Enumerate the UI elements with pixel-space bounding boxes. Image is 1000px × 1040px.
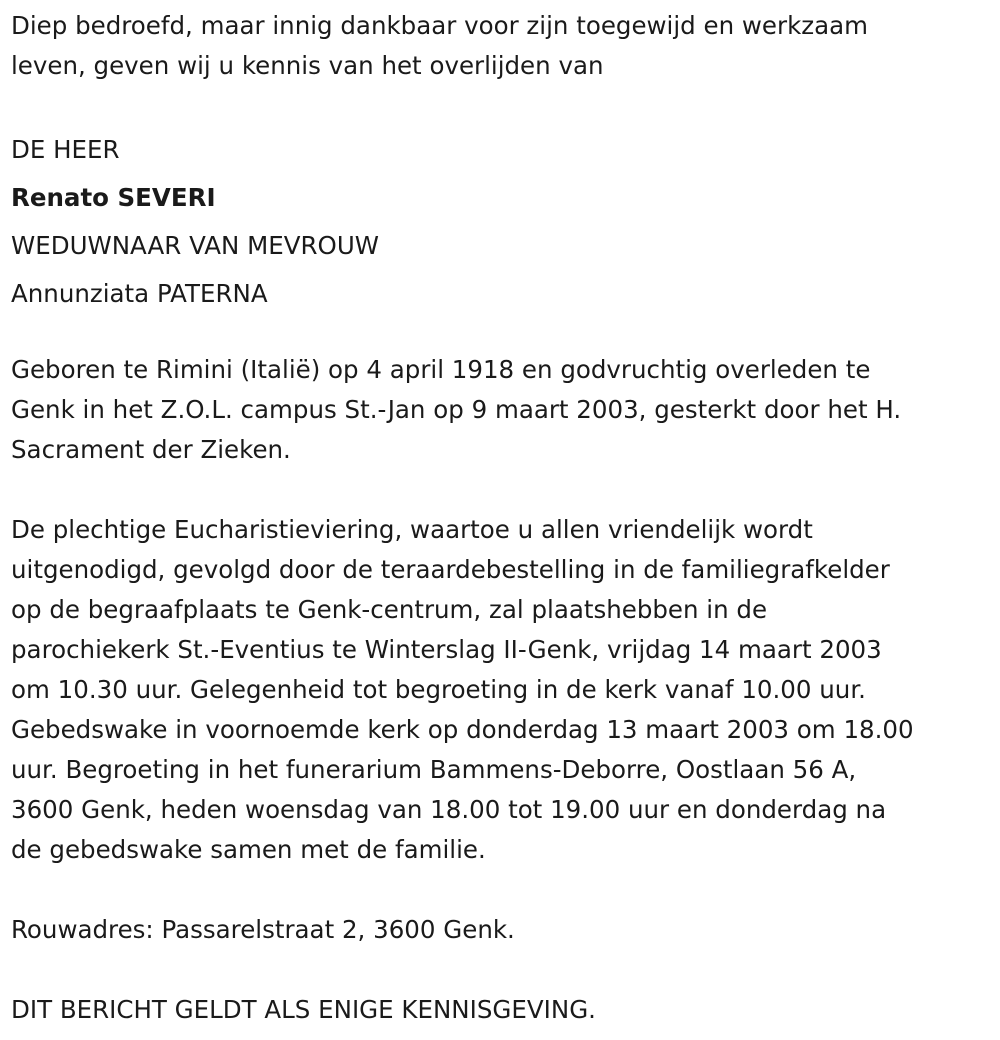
spacer — [11, 318, 991, 350]
ceremony-line: 3600 Genk, heden woensdag van 18.00 tot 19.00 uur en donderdag na — [11, 795, 887, 824]
mourning-address: Rouwadres: Passarelstraat 2, 3600 Genk. — [11, 915, 515, 944]
ceremony-paragraph — [11, 510, 991, 870]
ceremony-line: de gebedswake samen met de familie. — [11, 835, 486, 864]
obituary-document — [11, 6, 991, 1030]
closing-paragraph — [11, 990, 991, 1030]
deceased-title: DE HEER — [11, 135, 120, 164]
closing-notice: DIT BERICHT GELDT ALS ENIGE KENNISGEVING. — [11, 995, 596, 1024]
intro-line: Diep bedroefd, maar innig dankbaar voor zijn toegewijd en werkzaam — [11, 11, 869, 40]
ceremony-line: op de begraafplaats te Genk-centrum, zal plaatshebben in de — [11, 595, 768, 624]
ceremony-line: om 10.30 uur. Gelegenheid tot begroeting in de kerk vanaf 10.00 uur. — [11, 675, 866, 704]
spacer — [11, 470, 991, 510]
ceremony-line: Gebedswake in voornoemde kerk op donderdag 13 maart 2003 om 18.00 — [11, 715, 914, 744]
birth-death-paragraph — [11, 350, 991, 470]
intro-paragraph — [11, 6, 991, 86]
ceremony-line: De plechtige Eucharistieviering, waartoe u allen vriendelijk wordt — [11, 515, 813, 544]
intro-line: leven, geven wij u kennis van het overlijden van — [11, 51, 604, 80]
birth-death-line: Genk in het Z.O.L. campus St.-Jan op 9 maart 2003, gesterkt door het H. — [11, 395, 902, 424]
spacer — [11, 86, 991, 126]
ceremony-line: uur. Begroeting in het funerarium Bammens-Deborre, Oostlaan 56 A, — [11, 755, 857, 784]
deceased-relation: WEDUWNAAR VAN MEVROUW — [11, 231, 379, 260]
ceremony-line: parochiekerk St.-Eventius te Winterslag II-Genk, vrijdag 14 maart 2003 — [11, 635, 882, 664]
deceased-block — [11, 126, 991, 318]
ceremony-line: uitgenodigd, gevolgd door de teraardebestelling in de familiegrafkelder — [11, 555, 890, 584]
birth-death-line: Geboren te Rimini (Italië) op 4 april 1918 en godvruchtig overleden te — [11, 355, 871, 384]
spacer — [11, 870, 991, 910]
birth-death-line: Sacrament der Zieken. — [11, 435, 291, 464]
deceased-name: Renato SEVERI — [11, 183, 216, 212]
spouse-name: Annunziata PATERNA — [11, 279, 268, 308]
address-paragraph — [11, 910, 991, 950]
spacer — [11, 950, 991, 990]
